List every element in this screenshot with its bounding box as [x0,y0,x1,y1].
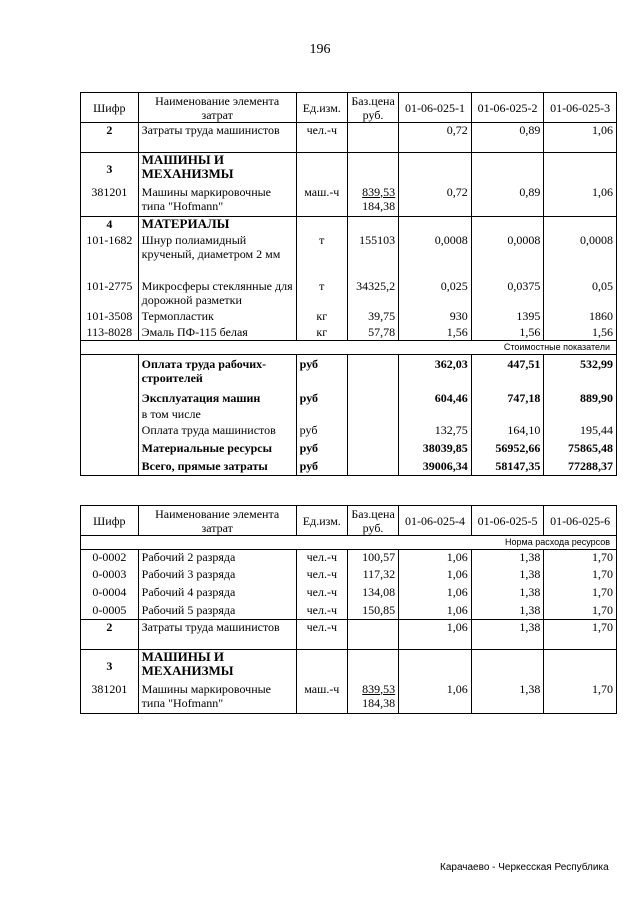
row-name: Микросферы стеклянные для дорожной разметки [138,277,296,307]
row-value: 0,0008 [471,233,544,277]
total-value: 362,03 [399,355,472,391]
row-unit: чел.-ч [296,550,347,567]
section-code: 4 [81,217,139,233]
row-price [347,123,398,153]
section-code: 3 [81,153,139,185]
row-price: 34325,2 [347,277,398,307]
table-row [81,233,617,277]
section-row [81,153,617,185]
row-code: 113-8028 [81,325,139,341]
row-value: 1,70 [544,620,617,650]
row-unit: кг [296,325,347,341]
section-title: МАТЕРИАЛЫ [138,217,296,233]
row-unit: кг [296,307,347,325]
total-value: 164,10 [471,423,544,441]
row-code: 0-0005 [81,603,139,620]
row-value: 1860 [544,307,617,325]
row-value: 1,06 [399,603,472,620]
row-name: Машины маркировочные типа "Hofmann" [138,682,296,714]
row-value: 930 [399,307,472,325]
row-value: 0,0008 [399,233,472,277]
header-col-5: 01-06-025-5 [471,506,544,536]
row-name: Рабочий 2 разряда [138,550,296,567]
total-value: 447,51 [471,355,544,391]
row-price: 155103 [347,233,398,277]
row-value: 1,06 [399,620,472,650]
row-value: 1,38 [471,550,544,567]
header-price: Баз.цена руб. [347,506,398,536]
table-row [81,567,617,585]
cost-table-1 [80,92,617,476]
row-price: 39,75 [347,307,398,325]
total-row [81,407,617,423]
subheader-label: Стоимостные показатели [81,341,617,355]
row-code: 101-2775 [81,277,139,307]
total-value: 77288,37 [544,459,617,476]
row-value: 1,38 [471,585,544,603]
total-name: Эксплуатация машин [138,391,296,407]
row-name: Затраты труда машинистов [138,123,296,153]
row-price: 57,78 [347,325,398,341]
total-unit: руб [296,459,347,476]
row-code: 0-0003 [81,567,139,585]
table-row [81,603,617,620]
row-value: 1,70 [544,603,617,620]
page-footer: Карачаево - Черкесская Республика [440,862,609,873]
table-header-row [81,93,617,123]
table-row [81,185,617,217]
row-value: 1,38 [471,567,544,585]
table-row [81,550,617,567]
row-unit: т [296,233,347,277]
header-col-3: 01-06-025-3 [544,93,617,123]
row-name: Рабочий 3 разряда [138,567,296,585]
row-code: 2 [81,620,139,650]
row-price [347,185,398,217]
header-code: Шифр [81,93,139,123]
total-value: 38039,85 [399,441,472,459]
total-unit: руб [296,391,347,407]
row-value: 1,70 [544,585,617,603]
row-price: 117,32 [347,567,398,585]
total-value: 132,75 [399,423,472,441]
header-unit: Ед.изм. [296,93,347,123]
header-col-2: 01-06-025-2 [471,93,544,123]
header-unit: Ед.изм. [296,506,347,536]
row-value: 1,70 [544,550,617,567]
total-value: 195,44 [544,423,617,441]
row-value: 1,06 [399,567,472,585]
row-value: 0,72 [399,123,472,153]
header-col-4: 01-06-025-4 [399,506,472,536]
row-unit: маш.-ч [296,682,347,714]
total-name: Оплата труда машинистов [138,423,296,441]
total-name: Оплата труда рабочих-строителей [138,355,296,391]
row-value: 1,06 [399,682,472,714]
row-value: 1,70 [544,567,617,585]
row-unit: маш.-ч [296,185,347,217]
subheader-row [81,536,617,550]
row-unit: т [296,277,347,307]
price-primary: 839,53 [362,184,396,199]
row-value: 0,0008 [544,233,617,277]
row-value: 1,38 [471,682,544,714]
row-value: 1395 [471,307,544,325]
row-price: 134,08 [347,585,398,603]
total-value: 747,18 [471,391,544,407]
header-name: Наименование элемента затрат [138,93,296,123]
row-name: Термопластик [138,307,296,325]
row-code: 2 [81,123,139,153]
row-unit: чел.-ч [296,123,347,153]
total-name: Всего, прямые затраты [138,459,296,476]
row-value: 0,89 [471,123,544,153]
total-value: 39006,34 [399,459,472,476]
table-row [81,277,617,307]
header-code: Шифр [81,506,139,536]
table-row [81,620,617,650]
row-name: Рабочий 5 разряда [138,603,296,620]
row-unit: чел.-ч [296,567,347,585]
total-unit: руб [296,423,347,441]
row-unit: чел.-ч [296,585,347,603]
price-secondary: 184,38 [362,198,396,213]
total-row [81,355,617,391]
row-value: 1,06 [544,185,617,217]
table-row [81,307,617,325]
total-name: в том числе [138,407,296,423]
header-col-1: 01-06-025-1 [399,93,472,123]
table-row [81,325,617,341]
row-value: 0,025 [399,277,472,307]
header-col-6: 01-06-025-6 [544,506,617,536]
row-code: 101-3508 [81,307,139,325]
row-name: Машины маркировочные типа "Hofmann" [138,185,296,217]
row-value: 1,56 [544,325,617,341]
section-row [81,650,617,682]
total-unit: руб [296,441,347,459]
row-name: Шнур полиамидный крученый, диаметром 2 мм [138,233,296,277]
row-unit: чел.-ч [296,620,347,650]
row-price: 150,85 [347,603,398,620]
subheader-label: Норма расхода ресурсов [81,536,617,550]
row-code: 101-1682 [81,233,139,277]
total-row [81,459,617,476]
cost-table-2 [80,505,617,714]
row-value: 1,06 [399,585,472,603]
table-row [81,682,617,714]
section-title: МАШИНЫ И МЕХАНИЗМЫ [138,153,296,185]
row-name: Эмаль ПФ-115 белая [138,325,296,341]
section-code: 3 [81,650,139,682]
row-code: 0-0004 [81,585,139,603]
row-value: 1,56 [399,325,472,341]
row-value: 1,38 [471,620,544,650]
section-title: МАШИНЫ И МЕХАНИЗМЫ [138,650,296,682]
row-value: 0,72 [399,185,472,217]
total-value: 889,90 [544,391,617,407]
row-value: 0,89 [471,185,544,217]
table-header-row [81,506,617,536]
row-value: 1,06 [399,550,472,567]
header-name: Наименование элемента затрат [138,506,296,536]
row-price [347,682,398,714]
total-unit: руб [296,355,347,391]
row-code: 381201 [81,682,139,714]
row-unit: чел.-ч [296,603,347,620]
table-row [81,585,617,603]
price-secondary: 184,38 [362,695,396,710]
header-price: Баз.цена руб. [347,93,398,123]
price-primary: 839,53 [362,681,396,696]
section-row [81,217,617,233]
row-name: Рабочий 4 разряда [138,585,296,603]
total-value: 604,46 [399,391,472,407]
row-value: 1,38 [471,603,544,620]
total-value: 58147,35 [471,459,544,476]
row-code: 381201 [81,185,139,217]
page-number: 196 [309,42,331,57]
total-row [81,423,617,441]
row-code: 0-0002 [81,550,139,567]
row-price: 100,57 [347,550,398,567]
row-value: 0,0375 [471,277,544,307]
total-row [81,441,617,459]
table-row [81,123,617,153]
row-value: 1,56 [471,325,544,341]
total-value: 532,99 [544,355,617,391]
row-value: 1,70 [544,682,617,714]
total-name: Материальные ресурсы [138,441,296,459]
total-value: 56952,66 [471,441,544,459]
row-name: Затраты труда машинистов [138,620,296,650]
total-value: 75865,48 [544,441,617,459]
row-value: 1,06 [544,123,617,153]
row-price [347,620,398,650]
total-row [81,391,617,407]
subheader-row [81,341,617,355]
row-value: 0,05 [544,277,617,307]
